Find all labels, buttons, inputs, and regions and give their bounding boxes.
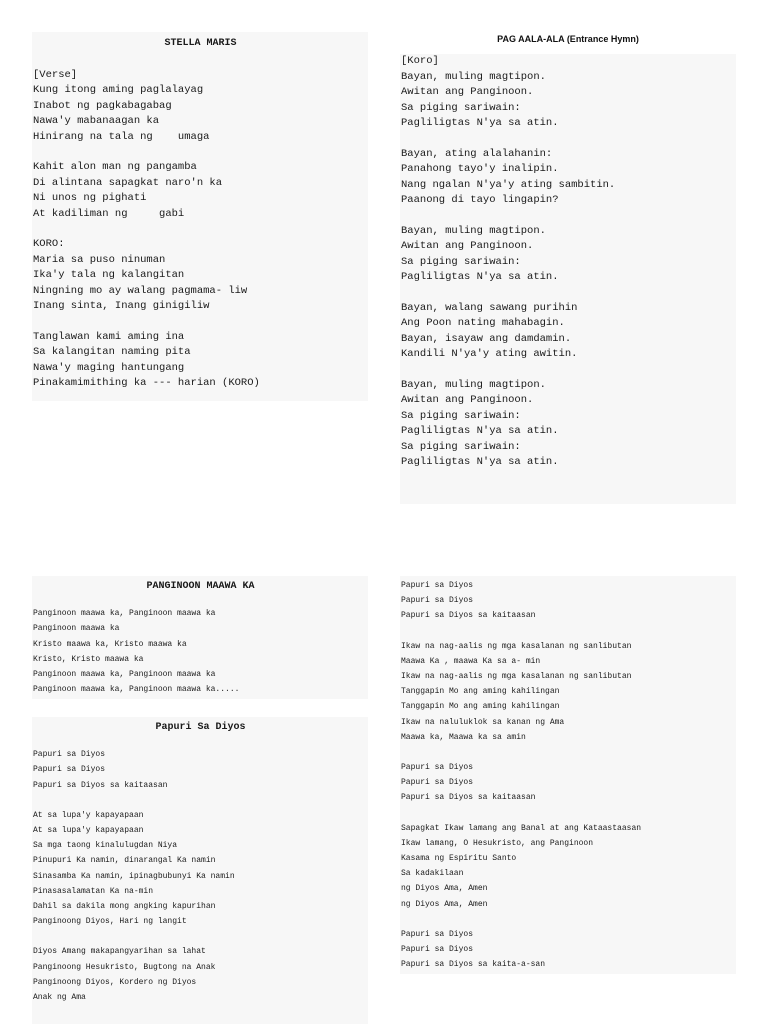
stella-maris-stanza [33,330,368,392]
lyric-line: Bayan, isayaw ang damdamin. [401,332,572,345]
lyric-line: Dahil sa dakila mong angking kapurihan [33,902,216,912]
lyric-line: Panginoon maawa ka, Panginoon maawa ka..... [33,685,240,695]
papuri-stanza [401,639,736,745]
pag-aala-ala-stanza [401,147,736,209]
lyric-line: Paanong di tayo lingapin? [401,194,559,206]
pag-aala-ala-stanza [401,224,736,286]
lyric-line: Papuri sa Diyos [401,581,474,590]
lyric-line: Awitan ang Panginoon. [401,240,534,252]
lyric-line: Inang sinta, Inang ginigiliw [33,300,210,312]
lyric-line: Ni unos ng pighati [33,192,147,204]
lyric-line: Panahong tayo'y inalipin. [401,163,559,175]
lyric-line: Sa mga taong kinalulugdan Niya [33,841,178,851]
lyric-line: Pinupuri Ka namin, dinarangal Ka namin [33,856,216,866]
lyric-line: At sa lupa'y kapayapaan [33,826,144,836]
lyric-line: Ang Poon nating mahabagin. [401,317,565,329]
papuri-stanza [33,808,368,930]
lyric-line: Kristo maawa ka, Kristo maawa ka [33,639,187,649]
lyric-line: Pagliligtas N'ya sa atin. [401,425,559,437]
pag-aala-ala-stanza [401,378,736,471]
pag-aala-ala-panel [400,54,736,504]
lyric-line: Sinasamba Ka namin, ipinagbubunyi Ka namin [33,871,235,881]
lyric-line: Ikaw lamang, O Hesukristo, ang Panginoon [401,838,594,848]
lyric-line: Bayan, ating alalahanin: [401,147,553,160]
lyric-line: Papuri sa Diyos [401,778,474,788]
lyric-line: Bayan, muling magtipon. [401,70,546,83]
lyric-line: Papuri sa Diyos [401,945,474,955]
papuri-stanza [401,760,736,806]
lyric-line: Ika'y tala ng kalangitan [33,269,185,281]
lyric-line: Papuri sa Diyos [401,929,474,939]
lyric-line: Pagliligtas N'ya sa atin. [401,271,559,283]
lyric-line: Sa piging sariwain: [401,101,521,114]
lyric-line: Bayan, walang sawang purihin [401,301,578,314]
lyric-line: Sa piging sariwain: [401,255,521,268]
lyric-line: Pagliligtas N'ya sa atin. [401,117,559,129]
papuri-stanza [401,927,736,973]
lyric-line: Hinirang na tala ng umaga [33,130,210,143]
papuri-stanza [401,578,736,624]
lyric-line: Maawa ka, Maawa ka sa amin [401,732,526,742]
lyric-line: Nawa'y maging hantungang [33,361,185,374]
lyric-line: Papuri sa Diyos [401,596,474,606]
papuri-stanza [33,944,368,1005]
panginoon-maawa-ka-title: PANGINOON MAAWA KA [146,581,255,592]
lyric-line: Kahit alon man ng pangamba [33,161,197,173]
lyric-line: Kasama ng Espiritu Santo [401,854,517,864]
papuri-stanza [33,747,368,793]
lyric-line: Kung itong aming paglalayag [33,84,204,96]
lyric-line: Panginoon maawa ka, Panginoon maawa ka [33,609,216,619]
lyric-line: Tanggapin Mo ang aming kahilingan [401,702,560,712]
lyric-line: Papuri sa Diyos sa kaitaasan [401,611,536,621]
lyric-line: Kristo, Kristo maawa ka [33,654,144,664]
lyric-line: Papuri sa Diyos sa kaitaasan [33,780,168,790]
lyric-line: Nawa'y mabanaagan ka [33,115,160,127]
lyric-line: Kandili N'ya'y ating awitin. [401,348,578,360]
lyric-line: Papuri sa Diyos sa kaitaasan [401,793,536,803]
lyric-line: Panginoon maawa ka [33,624,120,634]
lyric-line: At sa lupa'y kapayapaan [33,810,144,820]
lyric-line: Sa kalangitan naming pita [33,346,191,358]
lyric-line: Sa piging sariwain: [401,440,521,453]
lyric-line: Panginoon maawa ka, Panginoon maawa ka [33,670,216,680]
lyric-line: Tanglawan kami aming ina [33,330,185,343]
lyric-line: Pinakamimithing ka --- harian (KORO) [33,377,260,389]
lyric-line: Pinasasalamatan Ka na-min [33,886,154,896]
stella-maris-panel [32,32,368,401]
lyric-line: ng Diyos Ama, Amen [401,884,488,894]
lyric-line: Papuri sa Diyos [33,765,106,775]
lyric-line: Maria sa puso ninuman [33,253,166,266]
stella-maris-stanza [33,160,368,222]
lyric-line: Anak ng Ama [33,993,86,1003]
lyric-line: Ikaw na naluluklok sa kanan ng Ama [401,717,565,727]
lyric-line: Sapagkat Ikaw lamang ang Banal at ang Kataastaasan [401,823,642,833]
lyric-line: Diyos Amang makapangyarihan sa lahat [33,947,206,957]
lyric-line: Tanggapin Mo ang aming kahilingan [401,687,560,697]
pag-aala-ala-title: PAG AALA-ALA (Entrance Hymn) [497,34,639,44]
papuri-sa-diyos-title: Papuri Sa Diyos [155,722,246,733]
lyric-line: Bayan, muling magtipon. [401,378,546,391]
lyric-line: At kadiliman ng gabi [33,207,185,220]
stella-maris-stanza [33,237,368,315]
lyric-line: Papuri sa Diyos [401,763,474,773]
lyric-line: Maawa Ka , maawa Ka sa a- min [401,656,541,666]
lyric-line: Panginoong Hesukristo, Bugtong na Anak [33,962,216,972]
pag-aala-ala-stanza [401,301,736,363]
lyric-line: [Verse] [33,68,78,81]
lyric-line: Ikaw na nag-aalis ng mga kasalanan ng sanlibutan [401,672,632,682]
stella-maris-title: STELLA MARIS [164,38,237,49]
lyric-line: Bayan, muling magtipon. [401,224,546,237]
panginoon-maawa-ka-panel [32,576,368,699]
lyric-line: Panginoong Diyos, Kordero ng Diyos [33,977,197,987]
papuri-continued-panel [400,576,736,974]
lyric-line: [Koro] [401,55,439,67]
lyric-line: Panginoong Diyos, Hari ng langit [33,917,187,927]
lyric-line: Di alintana sapagkat naro'n ka [33,176,223,189]
stella-maris-stanza [33,68,368,146]
lyric-line: KORO: [33,238,65,250]
lyric-line: Pagliligtas N'ya sa atin. [401,456,559,468]
lyric-line: Papuri sa Diyos sa kaita-a-san [401,960,546,970]
lyric-line: ng Diyos Ama, Amen [401,899,488,909]
lyric-line: Ningning mo ay walang pagmama- liw [33,284,248,297]
lyric-line: Awitan ang Panginoon. [401,394,534,406]
lyric-line: Awitan ang Panginoon. [401,86,534,98]
lyric-line: Sa kadakilaan [401,869,464,879]
papuri-sa-diyos-panel [32,717,368,1024]
lyric-line: Ikaw na nag-aalis ng mga kasalanan ng sanlibutan [401,641,632,651]
papuri-stanza [401,821,736,912]
lyric-line: Sa piging sariwain: [401,409,521,422]
pag-aala-ala-stanza [401,54,736,132]
lyric-line: Nang ngalan N'ya'y ating sambitin. [401,178,616,191]
lyric-line: Papuri sa Diyos [33,750,106,760]
lyric-line: Inabot ng pagkabagabag [33,99,172,112]
